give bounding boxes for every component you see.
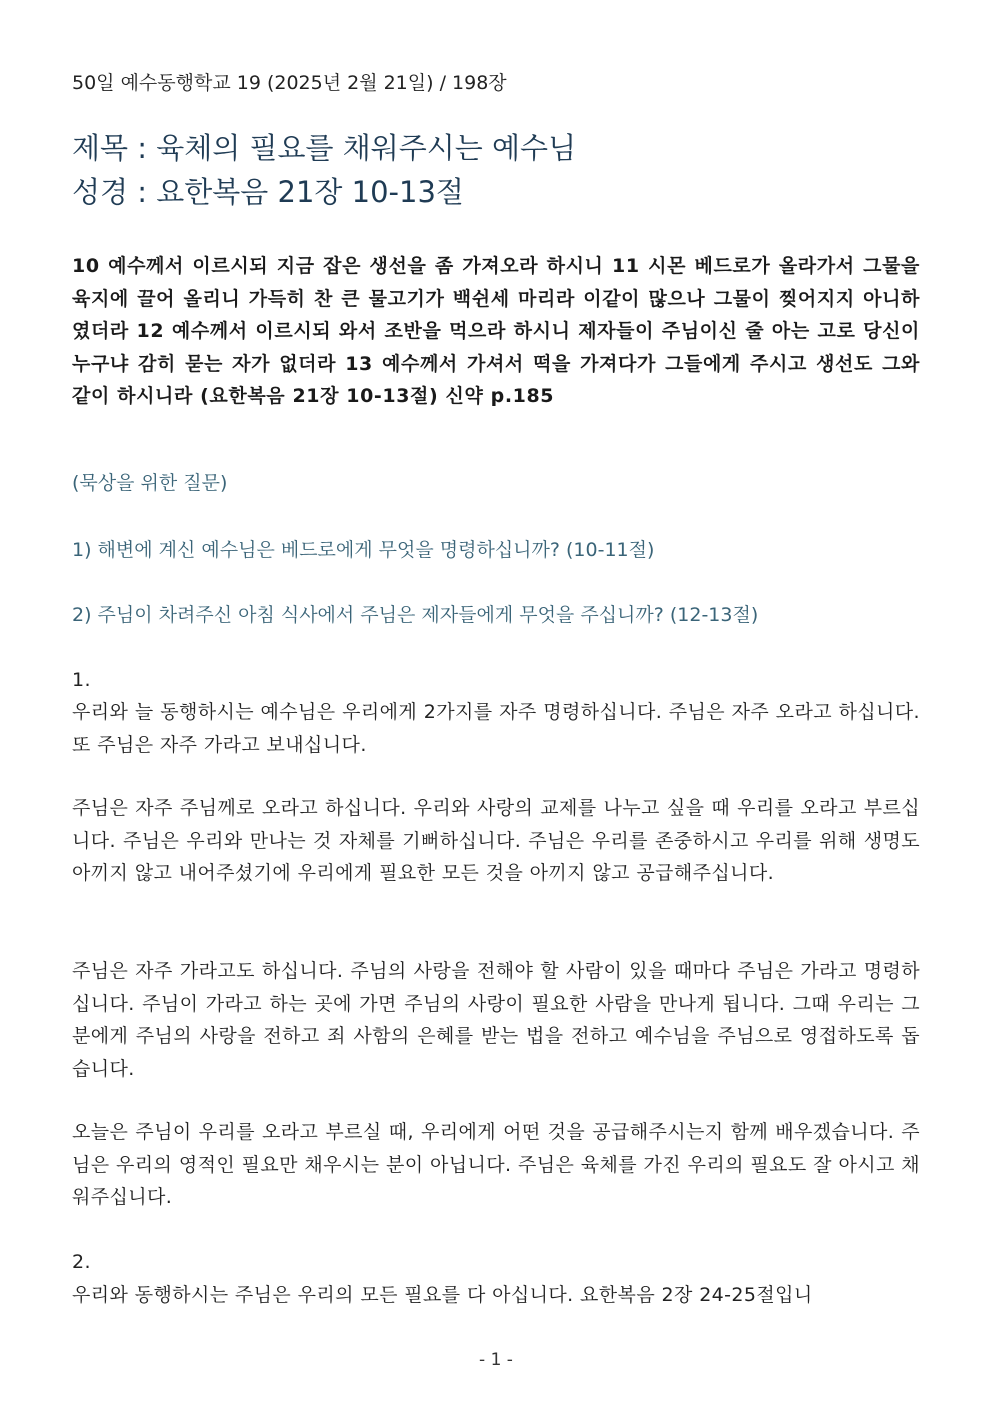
body-paragraph: 오늘은 주님이 우리를 오라고 부르실 때, 우리에게 어떤 것을 공급해주시는지 함께 배우겠습니다. 주님은 우리의 영적인 필요만 채우시는 분이 아닙니다. 주님은 육체를 가진 우리의 필요도 잘 아시고 채워주십니다. bbox=[72, 1121, 920, 1208]
section-number: 1. bbox=[72, 669, 91, 691]
meditation-question: 1) 해변에 계신 예수님은 베드로에게 무엇을 명령하십니까? (10-11절) bbox=[72, 539, 655, 561]
section-number: 2. bbox=[72, 1251, 91, 1273]
title-block bbox=[72, 126, 576, 214]
body-paragraph: 우리와 늘 동행하시는 예수님은 우리에게 2가지를 자주 명령하십니다. 주님은 자주 오라고 하십니다. 또 주님은 자주 가라고 보내십니다. bbox=[72, 701, 920, 756]
scripture-reference: 성경 : 요한복음 21장 10-13절 bbox=[72, 175, 464, 209]
page-number: - 1 - bbox=[479, 1350, 513, 1370]
meditation-heading: (묵상을 위한 질문) bbox=[72, 472, 228, 494]
scripture-passage: 10 예수께서 이르시되 지금 잡은 생선을 좀 가져오라 하시니 11 시몬 베드로가 올라가서 그물을 육지에 끌어 올리니 가득히 찬 큰 물고기가 백쉰세 마리라 이같이 많으나 그물이 찢어지지 아니하였더라 12 예수께서 이르시되 와서 조반을 먹으라 하시니 제자들이 주님이신 줄 아는 고로 당신이 누구냐 감히 묻는 자가 없더라 13 예수께서 가셔서 떡을 가져다가 그들에게 주시고 생선도 그와 같이 하시니라 (요한복음 21장 10-13절) 신약 p.185 bbox=[72, 255, 920, 407]
body-paragraph: 주님은 자주 가라고도 하십니다. 주님의 사랑을 전해야 할 사람이 있을 때마다 주님은 가라고 명령하십니다. 주님이 가라고 하는 곳에 가면 주님의 사랑이 필요한 사람을 만나게 됩니다. 그때 우리는 그분에게 주님의 사랑을 전하고 죄 사함의 은혜를 받는 법을 전하고 예수님을 주님으로 영접하도록 돕습니다. bbox=[72, 960, 920, 1080]
body-paragraph: 주님은 자주 주님께로 오라고 하십니다. 우리와 사랑의 교제를 나누고 싶을 때 우리를 오라고 부르십니다. 주님은 우리와 만나는 것 자체를 기뻐하십니다. 주님은 우리를 존중하시고 우리를 위해 생명도 아끼지 않고 내어주셨기에 우리에게 필요한 모든 것을 아끼지 않고 공급해주십니다. bbox=[72, 797, 920, 884]
sermon-title: 제목 : 육체의 필요를 채워주시는 예수님 bbox=[72, 131, 577, 165]
document-header: 50일 예수동행학교 19 (2025년 2월 21일) / 198장 bbox=[72, 72, 507, 94]
body-paragraph: 우리와 동행하시는 주님은 우리의 모든 필요를 다 아십니다. 요한복음 2장 24-25절입니 bbox=[72, 1284, 813, 1306]
meditation-question: 2) 주님이 차려주신 아침 식사에서 주님은 제자들에게 무엇을 주십니까? (12-13절) bbox=[72, 604, 759, 626]
